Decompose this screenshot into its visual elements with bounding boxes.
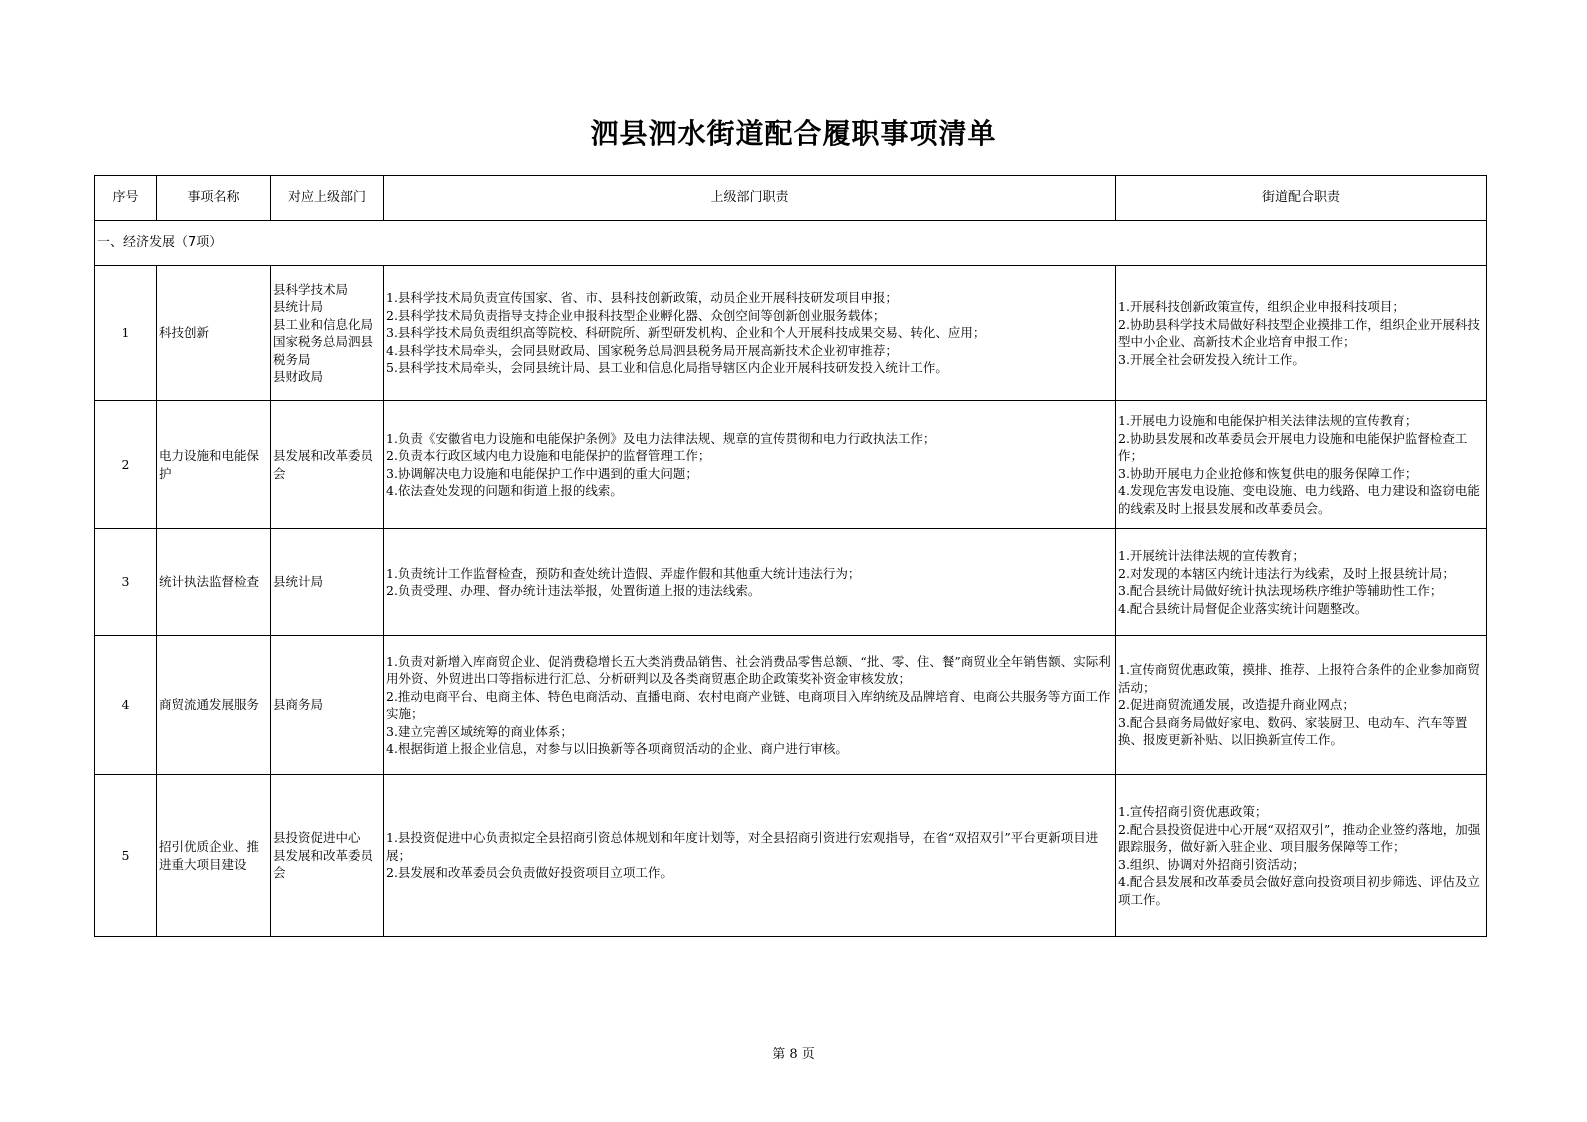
duty-line: 4.根据街道上报企业信息，对参与以旧换新等各项商贸活动的企业、商户进行审核。 (386, 741, 848, 756)
header-upper-duty: 上级部门职责 (384, 176, 1116, 221)
row-item-name: 统计执法监督检查 (157, 529, 271, 636)
table-header-row (95, 176, 1487, 221)
duty-line: 2.推动电商平台、电商主体、特色电商活动、直播电商、农村电商产业链、电商项目入库纳统及品牌培育、电商公共服务等方面工作实施； (386, 688, 1111, 721)
row-upper-duty (384, 529, 1116, 636)
row-item-name: 商贸流通发展服务 (157, 636, 271, 775)
duty-line: 1.负责《安徽省电力设施和电能保护条例》及电力法律法规、规章的宣传贯彻和电力行政执法工作； (386, 430, 936, 446)
row-seq: 4 (95, 636, 157, 775)
duty-line: 5.县科学技术局牵头，会同县统计局、县工业和信息化局指导辖区内企业开展科技研发投入统计工作。 (386, 360, 948, 376)
row-upper-dept (271, 775, 384, 937)
duty-line: 1.开展统计法律法规的宣传教育； (1118, 548, 1305, 563)
duty-line: 4.发现危害发电设施、变电设施、电力线路、电力建设和盗窃电能的线索及时上报县发展和改革委员会。 (1118, 483, 1480, 516)
duty-line: 3.协助开展电力企业抢修和恢复供电的服务保障工作； (1118, 465, 1418, 481)
dept-line: 县工业和信息化局 (273, 316, 374, 332)
duty-line: 3.配合县商务局做好家电、数码、家装厨卫、电动车、汽车等置换、报废更新补贴、以旧换新宣传工作。 (1118, 714, 1468, 748)
duty-line: 4.配合县统计局督促企业落实统计问题整改。 (1118, 600, 1368, 616)
row-street-duty (1116, 529, 1487, 636)
duty-line: 3.配合县统计局做好统计执法现场秩序维护等辅助性工作； (1118, 583, 1443, 598)
row-street-duty (1116, 636, 1487, 775)
dept-line: 县科学技术局 (273, 281, 349, 297)
duty-line: 3.开展全社会研发投入统计工作。 (1118, 351, 1305, 367)
header-seq: 序号 (95, 176, 157, 221)
row-seq: 2 (95, 401, 157, 529)
dept-line: 县发展和改革委员会 (273, 448, 374, 481)
duty-line: 1.负责对新增入库商贸企业、促消费稳增长五大类消费品销售、社会消费品零售总额、“批、零、住、餐”商贸业全年销售额、实际利用外资、外贸进出口等指标进行汇总、分析研判以及各类商贸惠企助企政策奖补资金审核发放； (386, 653, 1111, 686)
section-title: 一、经济发展（7项） (95, 221, 1487, 266)
table-row (95, 775, 1487, 937)
table-row (95, 401, 1487, 529)
row-item-name: 科技创新 (157, 266, 271, 401)
dept-line: 县商务局 (273, 697, 324, 713)
duty-line: 3.组织、协调对外招商引资活动； (1118, 856, 1305, 872)
header-item-name: 事项名称 (157, 176, 271, 221)
dept-line: 县统计局 (273, 299, 324, 314)
dept-line: 县统计局 (273, 574, 324, 590)
row-upper-dept (271, 529, 384, 636)
duty-line: 4.县科学技术局牵头，会同县财政局、国家税务总局泗县税务局开展高新技术企业初审推荐； (386, 342, 898, 358)
table-row (95, 529, 1487, 636)
duty-line: 1.开展科技创新政策宣传，组织企业申报科技项目； (1118, 299, 1405, 314)
duty-line: 2.配合县投资促进中心开展“双招双引”，推动企业签约落地，加强跟踪服务，做好新入驻企业、项目服务保障等工作； (1118, 821, 1481, 854)
section-row (95, 221, 1487, 266)
row-upper-duty (384, 636, 1116, 775)
row-seq: 1 (95, 266, 157, 401)
duty-line: 2.县发展和改革委员会负责做好投资项目立项工作。 (386, 865, 673, 881)
page-title: 泗县泗水街道配合履职事项清单 (590, 117, 997, 150)
dept-line: 县财政局 (273, 369, 324, 384)
row-upper-duty (384, 401, 1116, 529)
duty-line: 3.县科学技术局负责组织高等院校、科研院所、新型研发机构、企业和个人开展科技成果交易、转化、应用； (386, 325, 986, 341)
row-upper-duty (384, 775, 1116, 937)
duty-line: 3.协调解决电力设施和电能保护工作中遇到的重大问题； (386, 465, 698, 481)
duty-line: 2.协助县发展和改革委员会开展电力设施和电能保护监督检查工作； (1118, 430, 1468, 463)
row-upper-dept (271, 266, 384, 401)
table-row (95, 636, 1487, 775)
header-upper-dept: 对应上级部门 (271, 176, 384, 221)
row-street-duty (1116, 775, 1487, 937)
header-street-duty: 街道配合职责 (1116, 176, 1487, 221)
row-upper-dept (271, 401, 384, 529)
row-item-name: 电力设施和电能保护 (157, 401, 271, 529)
row-street-duty (1116, 401, 1487, 529)
duty-line: 2.负责本行政区域内电力设施和电能保护的监督管理工作； (386, 448, 711, 463)
duty-line: 2.对发现的本辖区内统计违法行为线索，及时上报县统计局； (1118, 565, 1455, 581)
duty-line: 4.配合县发展和改革委员会做好意向投资项目初步筛选、评估及立项工作。 (1118, 874, 1480, 907)
duty-line: 4.依法查处发现的问题和街道上报的线索。 (386, 483, 623, 498)
duty-line: 2.县科学技术局负责指导支持企业申报科技型企业孵化器、众创空间等创新创业服务载体； (386, 307, 886, 323)
row-seq: 5 (95, 775, 157, 937)
duty-line: 3.建立完善区域统筹的商业体系； (386, 723, 573, 739)
row-street-duty (1116, 266, 1487, 401)
duty-line: 1.开展电力设施和电能保护相关法律法规的宣传教育； (1118, 413, 1418, 428)
row-upper-dept (271, 636, 384, 775)
dept-line: 县发展和改革委员会 (273, 847, 374, 881)
duty-line: 1.县科学技术局负责宣传国家、省、市、县科技创新政策，动员企业开展科技研发项目申报； (386, 290, 898, 306)
page-number: 第 8 页 (772, 1047, 815, 1062)
duty-line: 1.宣传商贸优惠政策，摸排、推荐、上报符合条件的企业参加商贸活动； (1118, 662, 1480, 695)
duty-line: 1.负责统计工作监督检查，预防和查处统计造假、弄虚作假和其他重大统计违法行为； (386, 565, 861, 581)
row-item-name: 招引优质企业、推进重大项目建设 (157, 775, 271, 937)
duty-line: 1.县投资促进中心负责拟定全县招商引资总体规划和年度计划等，对全县招商引资进行宏观指导，在省“双招双引”平台更新项目进展； (386, 830, 1099, 863)
dept-line: 国家税务总局泗县税务局 (273, 334, 374, 367)
duty-line: 1.宣传招商引资优惠政策； (1118, 804, 1268, 819)
table-row (95, 266, 1487, 401)
duty-line: 2.促进商贸流通发展，改造提升商业网点； (1118, 697, 1355, 713)
duty-list-table (94, 175, 1487, 937)
dept-line: 县投资促进中心 (273, 830, 361, 846)
duty-line: 2.负责受理、办理、督办统计违法举报，处置街道上报的违法线索。 (386, 583, 761, 598)
duty-line: 2.协助县科学技术局做好科技型企业摸排工作，组织企业开展科技型中小企业、高新技术企业培育申报工作； (1118, 316, 1480, 349)
row-seq: 3 (95, 529, 157, 636)
row-upper-duty (384, 266, 1116, 401)
